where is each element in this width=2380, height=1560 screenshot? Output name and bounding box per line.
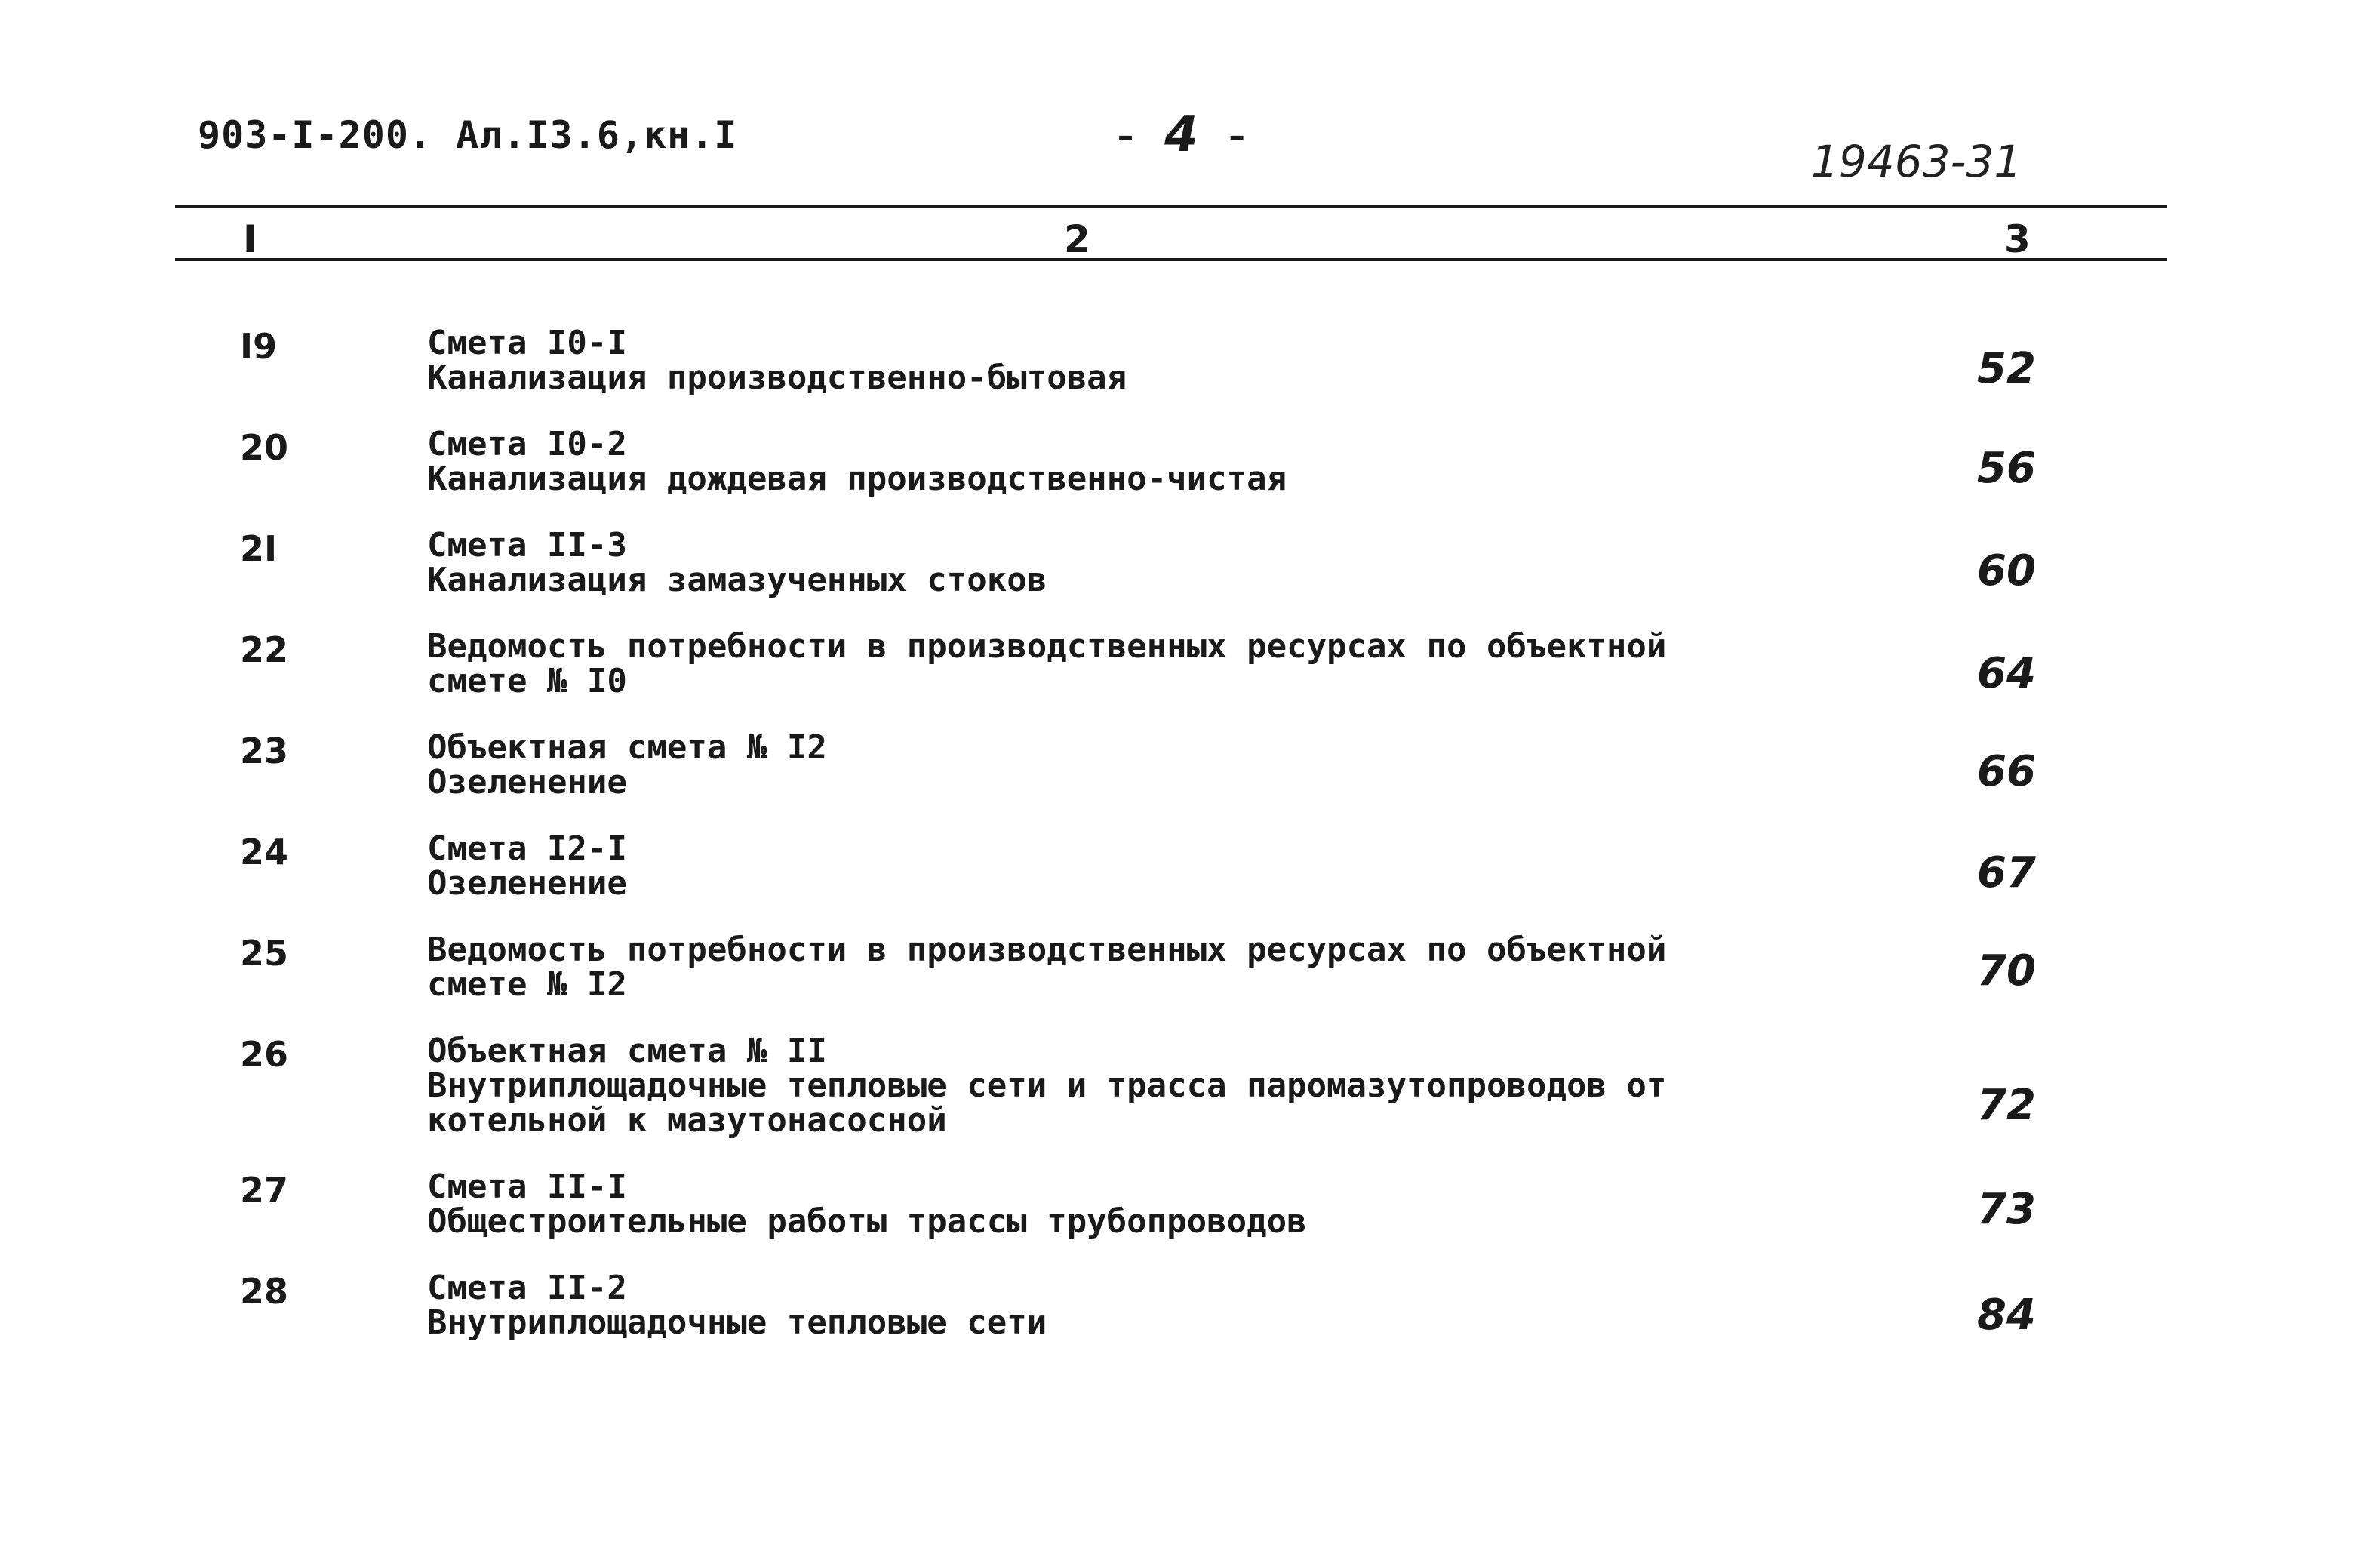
- page-number-value: 4: [1164, 107, 1198, 163]
- row-subtitle: Внутриплощадочные тепловые сети: [427, 1303, 1047, 1342]
- row-title: Смета II-I: [427, 1168, 627, 1206]
- row-index: 27: [240, 1170, 289, 1211]
- row-index: 24: [240, 832, 289, 872]
- column-header-1: I: [243, 217, 257, 261]
- row-description: [427, 427, 1785, 497]
- row-subtitle: смете № I0: [427, 662, 627, 700]
- row-title: Смета II-3: [427, 526, 627, 565]
- row-page: 52: [1977, 344, 2036, 393]
- row-subtitle: Внутриплощадочные тепловые сети и трасса паромазутопроводов от: [427, 1066, 1667, 1105]
- row-index: 25: [240, 933, 289, 974]
- row-description: [427, 829, 1785, 903]
- row-page: 84: [1977, 1291, 2036, 1340]
- row-index: 26: [240, 1034, 289, 1075]
- row-title: Смета II-2: [427, 1269, 627, 1307]
- row-title: Смета I0-2: [427, 425, 627, 463]
- row-index: 22: [240, 629, 289, 670]
- row-subtitle: смете № I2: [427, 965, 627, 1004]
- row-subtitle: Канализация замазученных стоков: [427, 561, 1047, 599]
- row-subtitle: Канализация производственно-бытовая: [427, 358, 1127, 397]
- row-description: [427, 1170, 1785, 1239]
- row-index: 23: [240, 731, 289, 771]
- row-subtitle: Общестроительные работы трассы трубопроводов: [427, 1202, 1307, 1241]
- row-description: [427, 326, 1785, 395]
- row-page: 64: [1977, 649, 2036, 698]
- document-code: 903-I-200. Ал.I3.6,кн.I: [198, 113, 738, 157]
- row-description: [427, 728, 1785, 802]
- row-index: 2I: [240, 528, 278, 569]
- row-page: 66: [1977, 747, 2036, 796]
- row-index: 20: [240, 427, 289, 468]
- row-subtitle: Канализация дождевая производственно-чистая: [427, 460, 1287, 498]
- row-page: 73: [1977, 1185, 2036, 1234]
- row-description: [427, 933, 1785, 1002]
- row-page: 70: [1977, 946, 2036, 995]
- row-title: Смета I2-I: [427, 829, 627, 868]
- row-index: 28: [240, 1271, 289, 1312]
- row-subtitle-continued: котельной к мазутонасосной: [427, 1101, 947, 1140]
- page-dash-right: -: [1228, 107, 1246, 163]
- row-subtitle: Озеленение: [427, 763, 627, 802]
- row-description: [427, 1271, 1785, 1340]
- row-title: Ведомость потребности в производственных ресурсах по объектной: [427, 627, 1667, 666]
- row-page: 56: [1977, 444, 2036, 493]
- page-dash-left: -: [1117, 107, 1135, 163]
- row-description: [427, 629, 1785, 699]
- row-page: 60: [1977, 546, 2036, 595]
- row-description: [427, 1034, 1785, 1138]
- column-header-2: 2: [1064, 217, 1090, 261]
- archive-number: 19463-31: [1811, 136, 2022, 187]
- row-title: Ведомость потребности в производственных ресурсах по объектной: [427, 931, 1667, 969]
- column-header-3: 3: [2004, 217, 2031, 261]
- row-title: Объектная смета № I2: [427, 728, 827, 767]
- row-title: Смета I0-I: [427, 324, 627, 362]
- row-title: Объектная смета № II: [427, 1032, 827, 1070]
- row-index: I9: [240, 326, 278, 367]
- row-page: 72: [1977, 1081, 2036, 1130]
- row-subtitle: Озеленение: [427, 864, 627, 903]
- row-description: [427, 528, 1785, 598]
- row-page: 67: [1977, 848, 2036, 897]
